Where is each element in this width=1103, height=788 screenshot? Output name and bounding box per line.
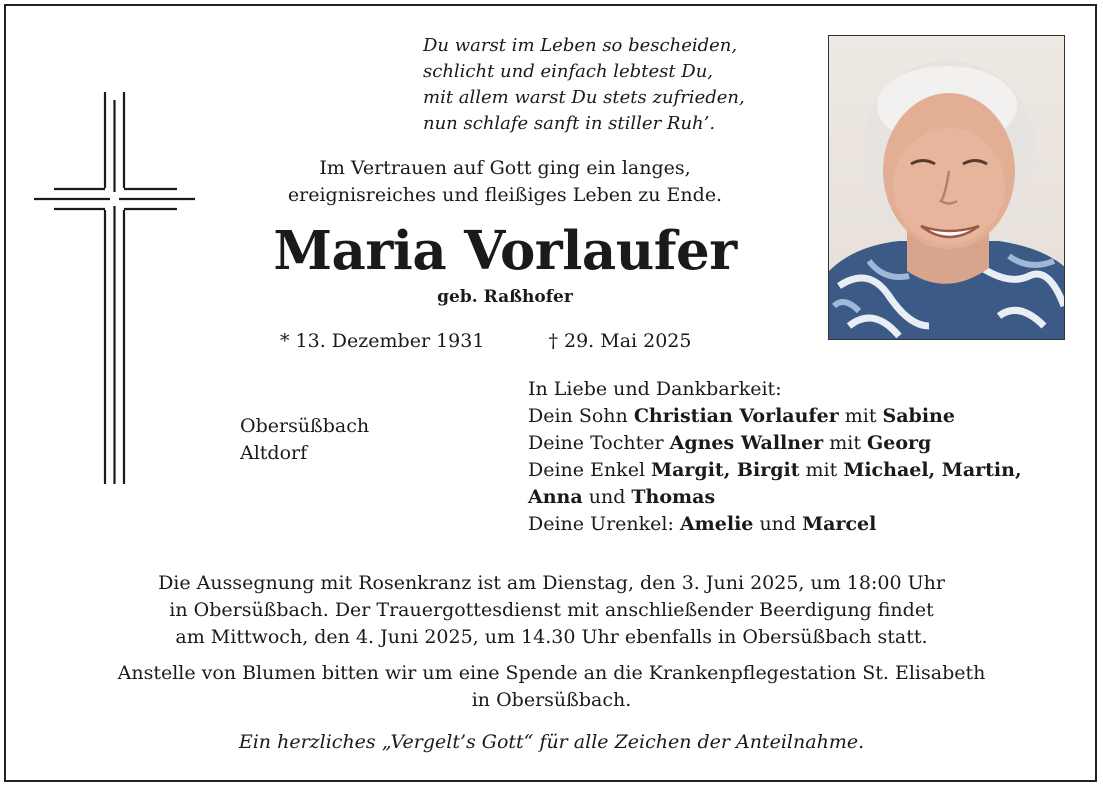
place: Altdorf	[240, 442, 308, 464]
life-dates	[280, 328, 692, 354]
cross-icon	[32, 88, 197, 488]
family-connector: mit	[823, 432, 867, 454]
family-name: Michael, Martin,	[843, 459, 1022, 481]
family-son	[528, 403, 1022, 430]
poem	[423, 33, 745, 137]
donation-line: in Obersüßbach.	[471, 689, 632, 711]
family-connector: mit	[838, 405, 883, 427]
closing-line: Ein herzliches „Vergelt’s Gott“ für alle Zeichen der Anteilnahme.	[238, 731, 865, 753]
family-list	[528, 376, 1022, 538]
deceased-name: Maria Vorlaufer	[273, 220, 737, 282]
family-name: Thomas	[631, 486, 716, 508]
family-grandchildren	[528, 457, 1022, 484]
service-line: Die Aussegnung mit Rosenkranz ist am Dienstag, den 3. Juni 2025, um 18:00 Uhr	[158, 572, 945, 594]
family-name: Margit, Birgit	[651, 459, 800, 481]
family-connector: mit	[799, 459, 844, 481]
family-name: Georg	[867, 432, 932, 454]
family-grandchildren-cont	[528, 484, 1022, 511]
family-label: Dein Sohn	[528, 405, 634, 427]
family-connector: und	[753, 513, 803, 535]
service-line: am Mittwoch, den 4. Juni 2025, um 14.30 Uhr ebenfalls in Obersüßbach statt.	[175, 626, 928, 648]
maiden-name: geb. Raßhofer	[437, 287, 573, 307]
death-date: † 29. Mai 2025	[548, 330, 692, 352]
intro-line: ereignisreiches und fleißiges Leben zu Ende.	[287, 184, 723, 206]
birth-date: * 13. Dezember 1931	[280, 330, 485, 352]
intro-text	[230, 155, 780, 209]
poem-line: mit allem warst Du stets zufrieden,	[423, 87, 745, 108]
family-name: Agnes Wallner	[669, 432, 824, 454]
place: Obersüßbach	[240, 415, 370, 437]
poem-line: schlicht und einfach lebtest Du,	[423, 61, 714, 82]
donation-line: Anstelle von Blumen bitten wir um eine Spende an die Krankenpflegestation St. Elisabeth	[117, 662, 986, 684]
portrait-illustration	[829, 36, 1065, 340]
service-info	[0, 570, 1103, 651]
places	[240, 413, 369, 467]
family-connector: und	[582, 486, 632, 508]
family-name: Christian Vorlaufer	[633, 405, 839, 427]
family-heading: In Liebe und Dankbarkeit:	[528, 378, 782, 400]
family-label: Deine Tochter	[528, 432, 670, 454]
family-name: Anna	[528, 486, 583, 508]
family-great-grandchildren	[528, 511, 1022, 538]
family-name: Amelie	[679, 513, 754, 535]
poem-line: nun schlafe sanft in stiller Ruh’.	[423, 113, 716, 134]
family-name: Sabine	[882, 405, 955, 427]
family-name: Marcel	[802, 513, 877, 535]
intro-line: Im Vertrauen auf Gott ging ein langes,	[319, 157, 691, 179]
donation-info	[0, 660, 1103, 714]
service-line: in Obersüßbach. Der Trauergottesdienst mit anschließender Beerdigung findet	[169, 599, 934, 621]
portrait-photo	[828, 35, 1065, 340]
family-label: Deine Enkel	[528, 459, 652, 481]
poem-line: Du warst im Leben so bescheiden,	[423, 35, 738, 56]
family-daughter	[528, 430, 1022, 457]
family-label: Deine Urenkel:	[528, 513, 680, 535]
